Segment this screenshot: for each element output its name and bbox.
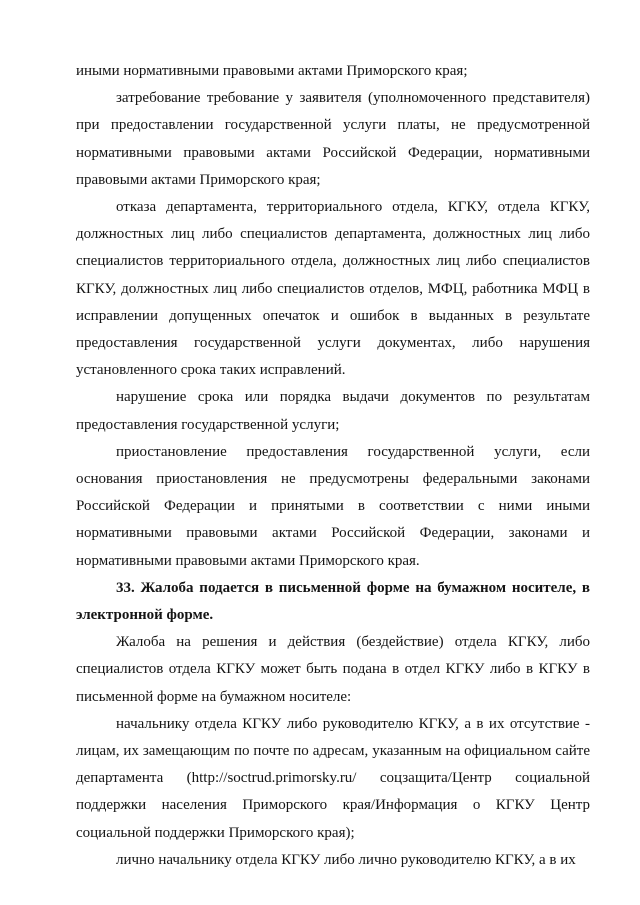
paragraph-9: лично начальнику отдела КГКУ либо лично руководителю КГКУ, а в их xyxy=(116,851,576,868)
paragraph-1: иными нормативными правовыми актами Приморского края; xyxy=(76,63,468,79)
paragraph-2: затребование требование у заявителя (уполномоченного представителя) при предоставлении государственной услуги платы, не предусмотренной нормативными правовыми актами Российской Федерации, нормативными правовыми актами Приморского края; xyxy=(76,90,590,188)
section-heading-33: 33. Жалоба подается в письменной форме на бумажном носителе, в электронной форме. xyxy=(76,579,590,624)
paragraph-7: Жалоба на решения и действия (бездействие) отдела КГКУ, либо специалистов отдела КГКУ может быть подана в отдел КГКУ либо в КГКУ в письменной форме на бумажном носителе: xyxy=(76,634,590,705)
paragraph-4: нарушение срока или порядка выдачи документов по результатам предоставления государственной услуги; xyxy=(76,389,590,433)
paragraph-8: начальнику отдела КГКУ либо руководителю КГКУ, а в их отсутствие - лицам, их замещающим по почте по адресам, указанным на официальном сайте департамента (http://soctrud.primorsky.ru/ соцзащита/Центр социальной поддержки населения Приморского края/Информация о КГКУ Центр социальной поддержки Приморского края); xyxy=(76,715,590,841)
paragraph-3: отказа департамента, территориального отдела, КГКУ, отдела КГКУ, должностных лиц либо специалистов департамента, должностных лиц либо специалистов территориального отдела, должностных лиц либо специалистов КГКУ, должностных лиц либо специалистов отделов, МФЦ, работника МФЦ в исправлении допущенных опечаток и ошибок в выданных в результате предоставления государственной услуги документах, либо нарушения установленного срока таких исправлений. xyxy=(76,199,590,379)
paragraph-5: приостановление предоставления государственной услуги, если основания приостановления не предусмотрены федеральными законами Российской Федерации и принятыми в соответствии с ними иными нормативными правовыми актами Российской Федерации, законами и нормативными правовыми актами Приморского края. xyxy=(76,443,590,569)
